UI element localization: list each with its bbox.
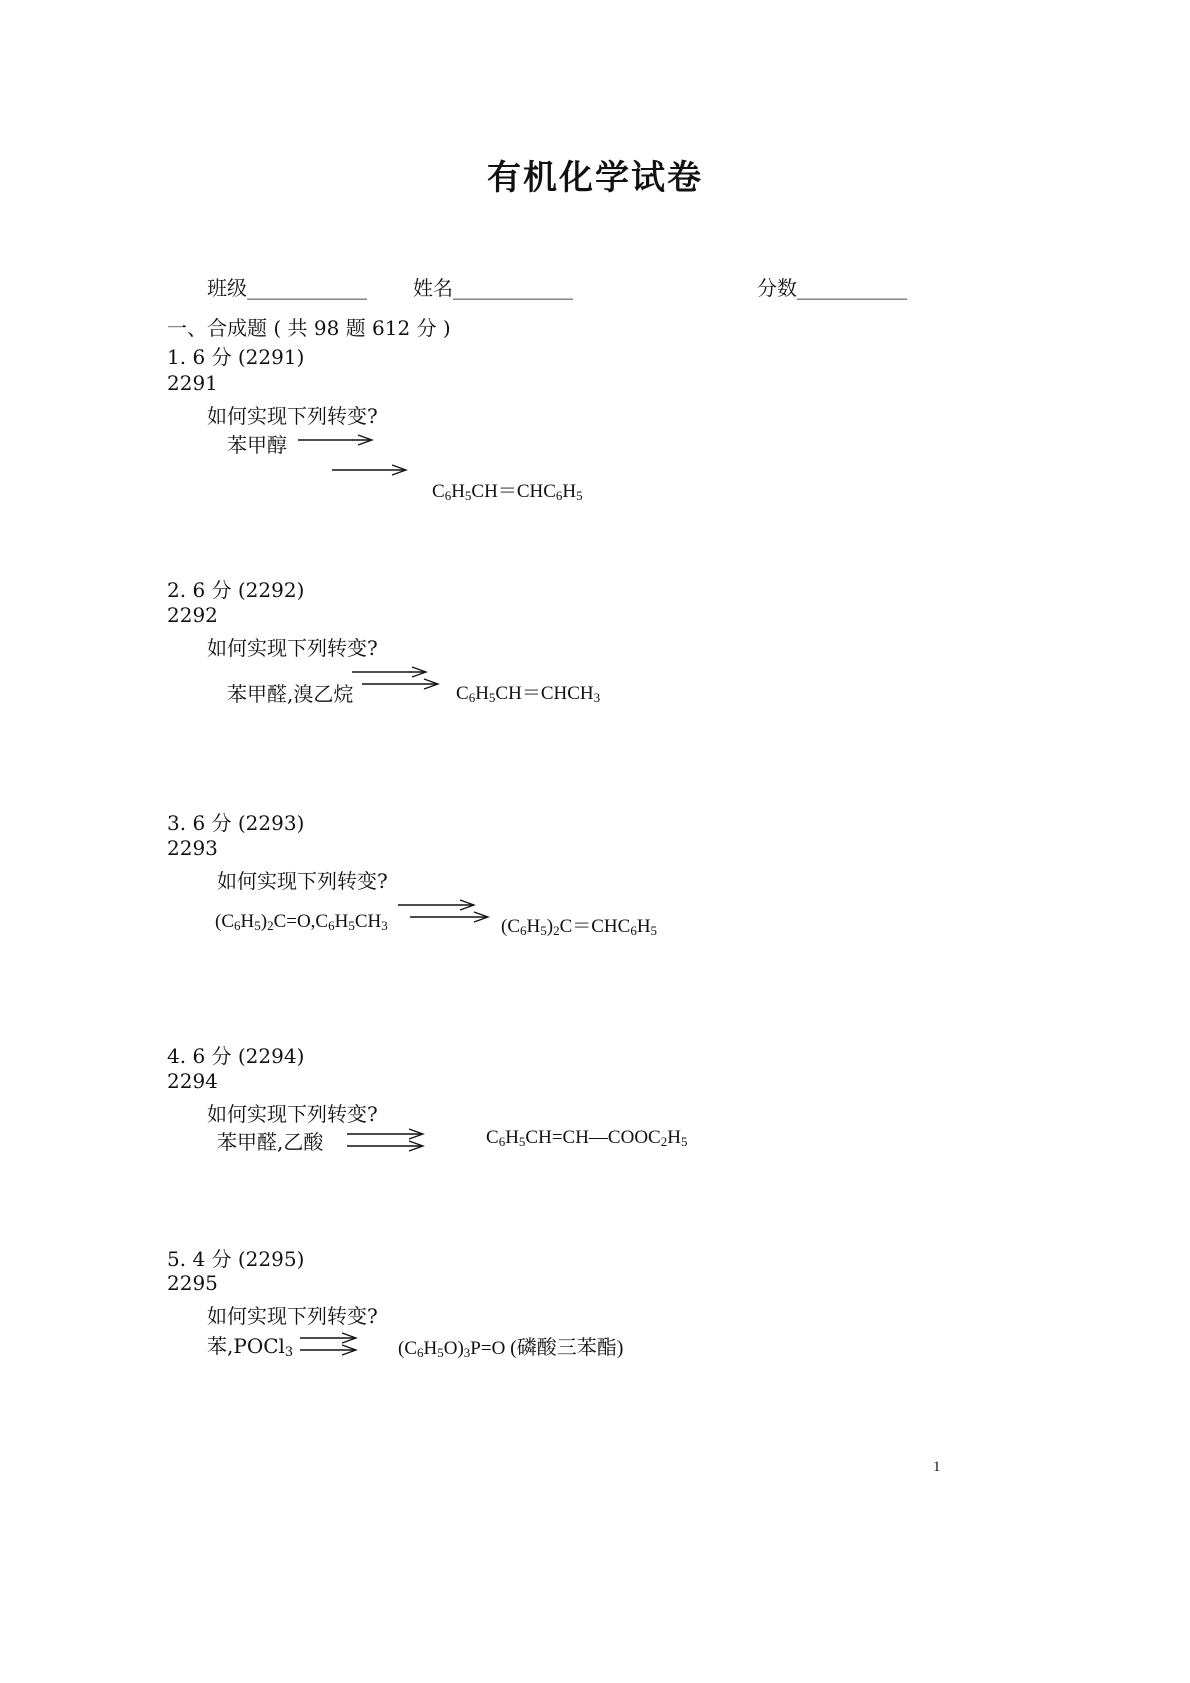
name-field: [413, 272, 573, 301]
question-1-start: 苯甲醇: [227, 433, 287, 457]
question-4-header: 4. 6 分 (2294): [167, 1044, 305, 1068]
question-1-code: 2291: [167, 371, 218, 395]
question-5-note: (磷酸三苯酯): [510, 1337, 624, 1359]
question-4-start: 苯甲醛,乙酸: [217, 1130, 324, 1154]
name-blank: ____________: [453, 276, 573, 300]
question-3-code: 2293: [167, 836, 218, 860]
question-4-prompt: 如何实现下列转变?: [207, 1102, 378, 1126]
question-3-header: 3. 6 分 (2293): [167, 811, 305, 835]
question-2-start: 苯甲醛,溴乙烷: [227, 682, 354, 706]
question-5-prompt: 如何实现下列转变?: [207, 1304, 378, 1328]
question-1-product: $C_6H_5CH=CHC_6H_5$: [432, 481, 583, 503]
class-label: 班级: [207, 276, 247, 300]
section-heading: 一、合成题 ( 共 98 题 612 分 ): [167, 316, 451, 340]
question-4-code: 2294: [167, 1069, 218, 1093]
arrow-icon: [330, 462, 410, 478]
question-5-code: 2295: [167, 1271, 218, 1295]
double-arrow-icon: [345, 1126, 429, 1158]
double-arrow-icon: [298, 1330, 362, 1360]
page-title: 有机化学试卷: [487, 158, 703, 198]
question-2-prompt: 如何实现下列转变?: [207, 636, 378, 660]
question-2-code: 2292: [167, 603, 218, 627]
question-3-prompt: 如何实现下列转变?: [217, 869, 388, 893]
page-number: 1: [933, 1459, 941, 1475]
question-3-product: $(C_6H_5)_2C=CHC_6H_5$: [501, 916, 658, 938]
score-blank: ___________: [797, 276, 907, 300]
question-5-start: [207, 1330, 293, 1359]
double-arrow-icon: [396, 897, 494, 927]
question-3-start: $(C_6H_5)_2C=O,C_6H_5CH_3$: [215, 911, 388, 933]
double-arrow-icon: [350, 664, 442, 694]
question-5-start-text: 苯,POCl: [207, 1334, 285, 1358]
question-1-header: 1. 6 分 (2291): [167, 345, 305, 369]
question-5-product: $(C_6H_5O)_3P=O$ (磷酸三苯酯): [398, 1337, 624, 1360]
score-field: [757, 272, 907, 301]
question-1-prompt: 如何实现下列转变?: [207, 404, 378, 428]
class-field: [207, 272, 367, 301]
question-5-start-sub: 3: [284, 1345, 294, 1360]
question-5-header: 5. 4 分 (2295): [167, 1247, 305, 1271]
question-4-product: $C_6H_5CH=CH—COOC_2H_5$: [486, 1127, 688, 1149]
question-2-header: 2. 6 分 (2292): [167, 578, 305, 602]
question-2-product: $C_6H_5CH=CHCH_3$: [456, 683, 601, 705]
name-label: 姓名: [413, 276, 453, 300]
class-blank: ____________: [247, 276, 367, 300]
arrow-icon: [296, 432, 376, 448]
score-label: 分数: [757, 276, 797, 300]
